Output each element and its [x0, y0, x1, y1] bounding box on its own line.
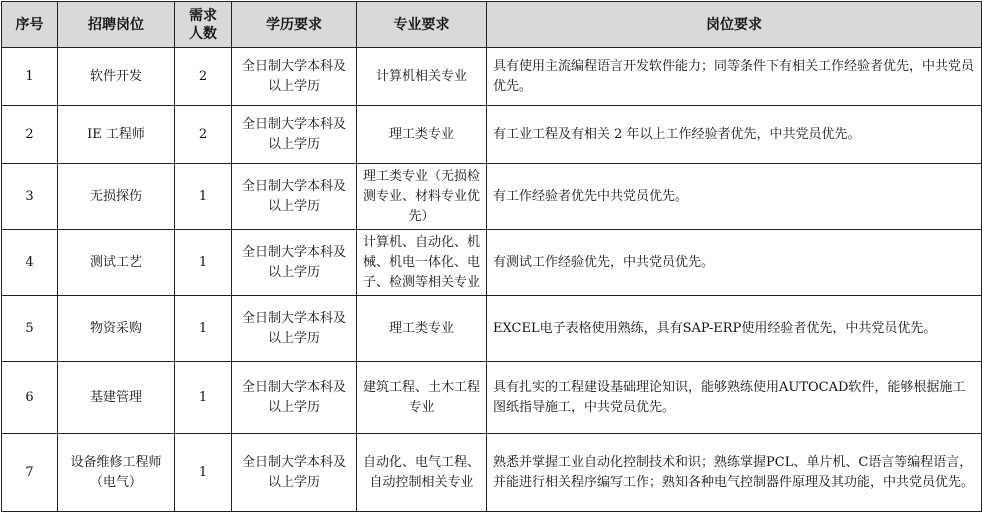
cell-position: 测试工艺 [58, 230, 175, 296]
table-row [2, 296, 982, 362]
table-row [2, 434, 982, 512]
cell-position: 设备维修工程师（电气） [58, 434, 175, 512]
cell-count: 1 [175, 434, 232, 512]
cell-duty: 有工作经验者优先中共党员优先。 [487, 164, 982, 230]
cell-education: 全日制大学本科及以上学历 [232, 362, 357, 434]
cell-major: 计算机、自动化、机械、机电一体化、电子、检测等相关专业 [357, 230, 487, 296]
table-row [2, 48, 982, 106]
cell-education: 全日制大学本科及以上学历 [232, 106, 357, 164]
cell-education: 全日制大学本科及以上学历 [232, 48, 357, 106]
cell-major: 计算机相关专业 [357, 48, 487, 106]
cell-major: 建筑工程、土木工程专业 [357, 362, 487, 434]
header-seq: 序号 [2, 2, 58, 48]
header-count: 需求人数 [175, 2, 232, 48]
cell-duty: 熟悉并掌握工业自动化控制技术和识；熟练掌握PCL、单片机、C语言等编程语言，并能进行相关程序编写工作；熟知各种电气控制器件原理及其功能，中共党员优先。 [487, 434, 982, 512]
cell-position: 物资采购 [58, 296, 175, 362]
header-duty: 岗位要求 [487, 2, 982, 48]
header-education: 学历要求 [232, 2, 357, 48]
table-row [2, 362, 982, 434]
cell-duty: 具有使用主流编程语言开发软件能力；同等条件下有相关工作经验者优先，中共党员优先。 [487, 48, 982, 106]
cell-count: 1 [175, 230, 232, 296]
cell-education: 全日制大学本科及以上学历 [232, 230, 357, 296]
cell-seq: 1 [2, 48, 58, 106]
cell-count: 1 [175, 164, 232, 230]
cell-count: 1 [175, 296, 232, 362]
cell-seq: 6 [2, 362, 58, 434]
cell-major: 自动化、电气工程、自动控制相关专业 [357, 434, 487, 512]
cell-major: 理工类专业 [357, 106, 487, 164]
cell-seq: 7 [2, 434, 58, 512]
cell-seq: 3 [2, 164, 58, 230]
cell-count: 2 [175, 48, 232, 106]
header-position: 招聘岗位 [58, 2, 175, 48]
cell-count: 1 [175, 362, 232, 434]
cell-education: 全日制大学本科及以上学历 [232, 296, 357, 362]
cell-seq: 5 [2, 296, 58, 362]
header-row [2, 2, 982, 48]
cell-duty: 具有扎实的工程建设基础理论知识，能够熟练使用AUTOCAD软件，能够根据施工图纸指导施工，中共党员优先。 [487, 362, 982, 434]
cell-seq: 4 [2, 230, 58, 296]
recruitment-table [1, 1, 982, 512]
cell-education: 全日制大学本科及以上学历 [232, 434, 357, 512]
cell-major: 理工类专业 [357, 296, 487, 362]
cell-duty: EXCEL电子表格使用熟练，具有SAP-ERP使用经验者优先，中共党员优先。 [487, 296, 982, 362]
table-row [2, 164, 982, 230]
cell-position: 基建管理 [58, 362, 175, 434]
cell-major: 理工类专业（无损检测专业、材料专业优先） [357, 164, 487, 230]
cell-count: 2 [175, 106, 232, 164]
cell-seq: 2 [2, 106, 58, 164]
table-row [2, 106, 982, 164]
cell-duty: 有测试工作经验优先，中共党员优先。 [487, 230, 982, 296]
cell-position: IE 工程师 [58, 106, 175, 164]
header-major: 专业要求 [357, 2, 487, 48]
cell-position: 无损探伤 [58, 164, 175, 230]
cell-duty: 有工业工程及有相关 2 年以上工作经验者优先，中共党员优先。 [487, 106, 982, 164]
cell-education: 全日制大学本科及以上学历 [232, 164, 357, 230]
cell-position: 软件开发 [58, 48, 175, 106]
table-row [2, 230, 982, 296]
